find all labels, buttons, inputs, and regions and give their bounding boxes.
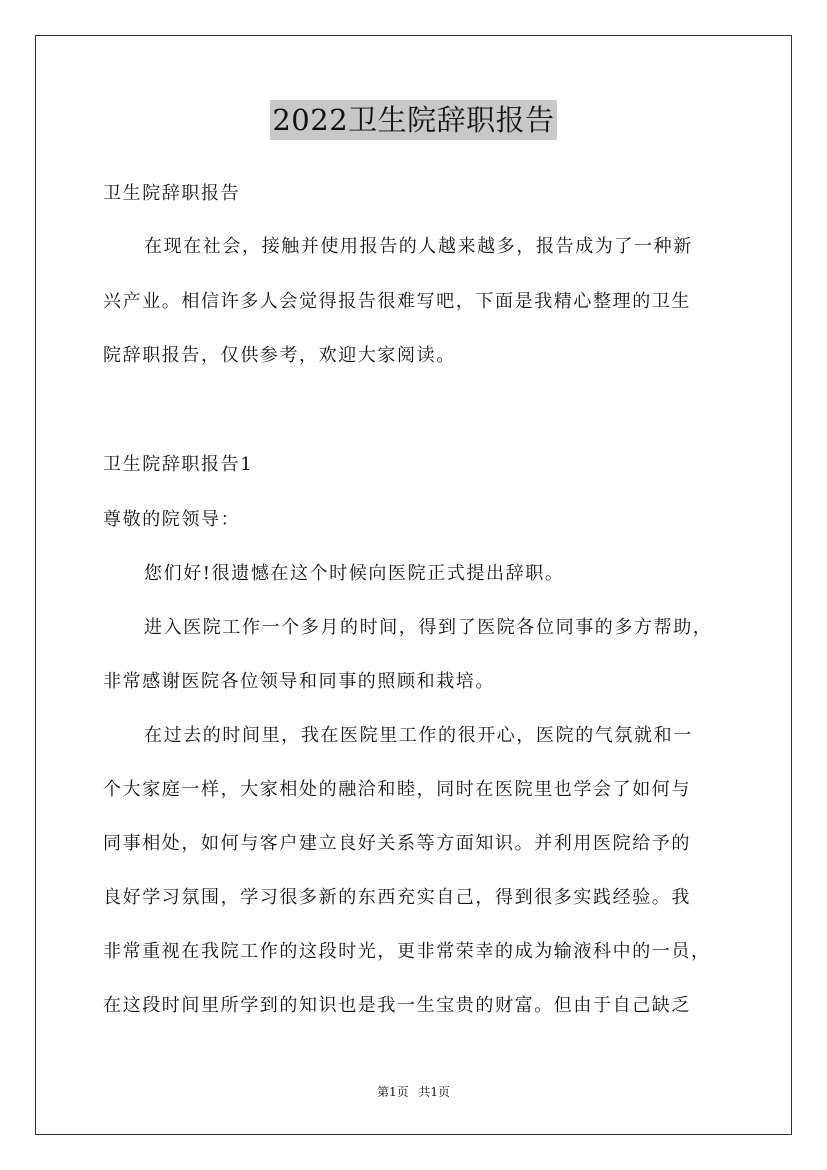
title-container	[0, 100, 827, 140]
page-number: 第1页	[376, 1085, 409, 1099]
paragraph-line: 良好学习氛围，学习很多新的东西充实自己，得到很多实践经验。我	[103, 887, 691, 908]
paragraph-line: 在这段时间里所学到的知识也是我一生宝贵的财富。但由于自己缺乏	[103, 995, 691, 1016]
paragraph-line: 在过去的时间里，我在医院里工作的很开心，医院的气氛就和一	[144, 725, 693, 746]
paragraph-line: 兴产业。相信许多人会觉得报告很难写吧，下面是我精心整理的卫生	[103, 291, 691, 312]
page-total: 共1页	[418, 1085, 451, 1099]
paragraph-line: 非常重视在我院工作的这段时光，更非常荣幸的成为输液科中的一员，	[103, 941, 711, 962]
paragraph-line: 院辞职报告，仅供参考，欢迎大家阅读。	[103, 345, 456, 366]
salutation: 尊敬的院领导：	[103, 509, 241, 530]
page-footer	[0, 1083, 827, 1100]
section-heading: 卫生院辞职报告1	[103, 454, 254, 475]
paragraph-line: 非常感谢医院各位领导和同事的照顾和栽培。	[103, 671, 495, 692]
section-heading: 卫生院辞职报告	[103, 183, 241, 204]
paragraph-line: 在现在社会，接触并使用报告的人越来越多，报告成为了一种新	[144, 236, 693, 257]
paragraph-line: 同事相处，如何与客户建立良好关系等方面知识。并利用医院给予的	[103, 833, 691, 854]
paragraph-line: 个大家庭一样，大家相处的融洽和睦，同时在医院里也学会了如何与	[103, 779, 691, 800]
paragraph-line: 进入医院工作一个多月的时间，得到了医院各位同事的多方帮助，	[144, 617, 713, 638]
document-title: 2022卫生院辞职报告	[270, 100, 556, 140]
paragraph-line: 您们好!很遗憾在这个时候向医院正式提出辞职。	[144, 563, 565, 584]
